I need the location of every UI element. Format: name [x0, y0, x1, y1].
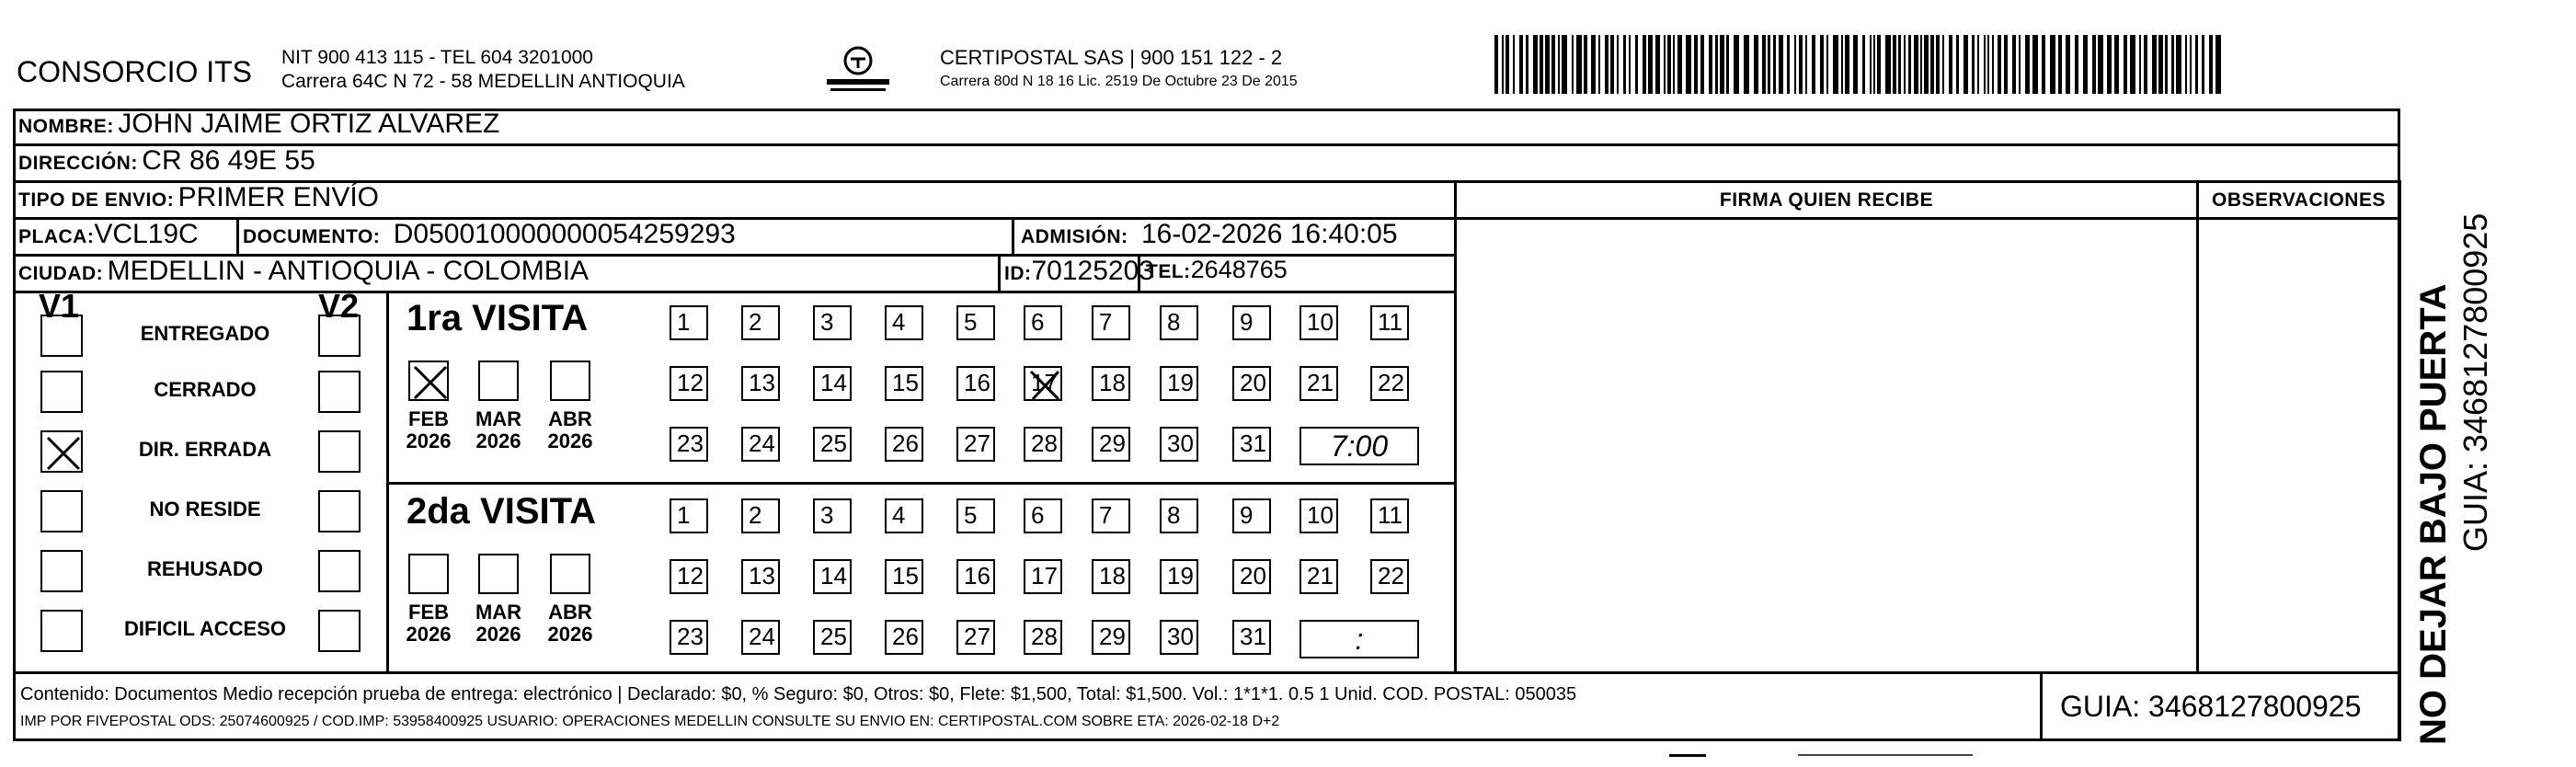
- placa-label: PLACA:: [18, 226, 95, 247]
- day-box[interactable]: 27: [956, 427, 995, 462]
- day-box[interactable]: 24: [741, 427, 780, 462]
- admision-label: ADMISIÓN:: [1021, 226, 1128, 247]
- certipostal-logo: [821, 42, 895, 96]
- day-box[interactable]: 15: [885, 366, 923, 401]
- month-label: MAR 2026: [475, 407, 522, 452]
- row-divider: [13, 143, 2400, 146]
- day-box[interactable]: 29: [1092, 427, 1130, 462]
- day-box[interactable]: 17: [1024, 366, 1062, 401]
- day-box[interactable]: 25: [813, 620, 852, 655]
- direccion-row: [18, 145, 315, 177]
- row-divider: [13, 291, 1457, 293]
- v2-checkbox[interactable]: [318, 371, 361, 413]
- nombre-value: JOHN JAIME ORTIZ ALVAREZ: [118, 109, 500, 139]
- day-box[interactable]: 24: [741, 620, 780, 655]
- tipo-label: TIPO DE ENVIO:: [18, 189, 175, 211]
- col-divider: [2399, 180, 2401, 741]
- month-checkbox[interactable]: [478, 361, 519, 401]
- day-box[interactable]: 4: [885, 305, 923, 340]
- id-label: ID:: [1004, 263, 1032, 284]
- v1-label: V1: [39, 287, 80, 325]
- carrier-address: Carrera 80d N 18 16 Lic. 2519 De Octubre 23 De 2015: [940, 74, 1298, 89]
- v2-checkbox[interactable]: [318, 610, 361, 652]
- day-box[interactable]: 30: [1160, 620, 1198, 655]
- col-divider: [2196, 180, 2199, 673]
- day-box[interactable]: 26: [885, 427, 923, 462]
- day-box[interactable]: 13: [741, 559, 780, 594]
- day-box[interactable]: 23: [670, 427, 708, 462]
- day-box[interactable]: 2: [741, 305, 780, 340]
- day-box[interactable]: 16: [956, 366, 995, 401]
- col-divider: [1012, 217, 1014, 256]
- documento-label: DOCUMENTO:: [243, 226, 381, 247]
- footer-contenido: Contenido: Documentos Medio recepción prueba de entrega: electrónico | Declarado: $0, % Seguro: $0, Otros: $0, Flete: $1,500, Total: $1,500. Vol.: 1*1*1. 0.5 1 Unid. COD. POSTAL: 050035: [20, 684, 1577, 704]
- day-box[interactable]: 22: [1370, 559, 1409, 594]
- day-box[interactable]: 20: [1232, 366, 1271, 401]
- month-checkbox[interactable]: [550, 361, 590, 401]
- direccion-value: CR 86 49E 55: [142, 145, 315, 176]
- col-divider: [1454, 180, 1457, 673]
- v1-checkbox[interactable]: [40, 371, 83, 413]
- firma-header-label: FIRMA QUIEN RECIBE: [1719, 189, 1934, 211]
- direccion-label: DIRECCIÓN:: [18, 153, 138, 174]
- day-box[interactable]: 5: [956, 305, 995, 340]
- day-box[interactable]: 6: [1024, 498, 1062, 533]
- footer-guia: GUIA: 3468127800925: [2060, 690, 2362, 723]
- v2-checkbox[interactable]: [318, 315, 361, 357]
- day-box[interactable]: 11: [1370, 305, 1409, 340]
- footer-imp: IMP POR FIVEPOSTAL ODS: 25074600925 / COD.IMP: 53958400925 USUARIO: OPERACIONES MEDELLIN CONSULTE SU ENVIO EN: CERTIPOSTAL.COM SOBRE ETA: 2026-02-18 D+2: [20, 714, 1280, 729]
- day-box[interactable]: 1: [670, 498, 708, 533]
- day-box[interactable]: 28: [1024, 620, 1062, 655]
- day-box[interactable]: 30: [1160, 427, 1198, 462]
- admision-field: [1021, 219, 1398, 250]
- day-box[interactable]: 29: [1092, 620, 1130, 655]
- day-box[interactable]: 9: [1232, 498, 1271, 533]
- v1-checkbox[interactable]: [40, 430, 83, 473]
- month-checkbox[interactable]: [550, 554, 590, 594]
- day-box[interactable]: 12: [670, 366, 708, 401]
- day-box[interactable]: 31: [1232, 620, 1271, 655]
- id-value: 70125203: [1031, 256, 1154, 286]
- v1-checkbox[interactable]: [40, 315, 83, 357]
- status-label: ENTREGADO: [140, 322, 270, 345]
- day-box[interactable]: 22: [1370, 366, 1409, 401]
- observaciones-header: [2199, 189, 2399, 212]
- side-warning: NO DEJAR BAJO PUERTA: [2413, 283, 2454, 745]
- firma-header: [1457, 189, 2196, 212]
- observaciones-header-label: OBSERVACIONES: [2212, 189, 2386, 211]
- day-box[interactable]: 1: [670, 305, 708, 340]
- v2-checkbox[interactable]: [318, 550, 361, 592]
- day-box[interactable]: 6: [1024, 305, 1062, 340]
- day-box[interactable]: 14: [813, 559, 852, 594]
- side-guia: GUIA: 3468127800925: [2456, 212, 2494, 552]
- placa-value: VCL19C: [94, 219, 199, 249]
- visit-title: 1ra VISITA: [406, 298, 589, 338]
- month-checkbox[interactable]: [408, 361, 449, 401]
- nombre-row: [18, 109, 499, 140]
- visit-title: 2da VISITA: [406, 491, 596, 532]
- day-box[interactable]: 4: [885, 498, 923, 533]
- day-box[interactable]: 17: [1024, 559, 1062, 594]
- time-box[interactable]: 7:00: [1299, 427, 1419, 465]
- admision-value: 16-02-2026 16:40:05: [1140, 219, 1398, 249]
- day-box[interactable]: 5: [956, 498, 995, 533]
- col-divider: [236, 217, 239, 256]
- day-box[interactable]: 19: [1160, 559, 1198, 594]
- day-box[interactable]: 2: [741, 498, 780, 533]
- status-label: DIFICIL ACCESO: [123, 617, 286, 640]
- day-box[interactable]: 18: [1092, 559, 1130, 594]
- visit-divider: [386, 482, 1456, 485]
- tipo-value: PRIMER ENVÍO: [177, 182, 380, 212]
- day-box[interactable]: 10: [1299, 498, 1338, 533]
- day-box[interactable]: 7: [1092, 498, 1130, 533]
- time-box[interactable]: :: [1299, 620, 1419, 658]
- status-label: REHUSADO: [147, 557, 263, 580]
- v2-label: V2: [318, 287, 360, 325]
- status-label: CERRADO: [154, 378, 257, 401]
- barcode-bars: [1494, 35, 2226, 94]
- v1-checkbox[interactable]: [40, 610, 83, 652]
- day-box[interactable]: 11: [1370, 498, 1409, 533]
- day-box[interactable]: 20: [1232, 559, 1271, 594]
- ciudad-label: CIUDAD:: [18, 263, 104, 284]
- day-box[interactable]: 3: [813, 498, 852, 533]
- documento-field: [243, 219, 736, 250]
- day-box[interactable]: 26: [885, 620, 923, 655]
- tipo-row: [18, 182, 379, 213]
- scan-artifact: [1798, 754, 1973, 756]
- company-name: CONSORCIO ITS: [17, 55, 253, 88]
- scan-artifact: [1669, 754, 1706, 757]
- day-box[interactable]: 8: [1160, 498, 1198, 533]
- documento-value: D050010000000054259293: [393, 219, 736, 249]
- barcode: [1494, 35, 2226, 94]
- status-label: NO RESIDE: [149, 498, 261, 521]
- month-label: MAR 2026: [475, 601, 522, 646]
- day-box[interactable]: 10: [1299, 305, 1338, 340]
- tel-value: 2648765: [1190, 256, 1288, 283]
- v1-checkbox[interactable]: [40, 490, 83, 532]
- ciudad-value: MEDELLIN - ANTIOQUIA - COLOMBIA: [107, 256, 590, 286]
- day-box[interactable]: 31: [1232, 427, 1271, 462]
- tel-field: [1146, 256, 1288, 284]
- month-label: FEB 2026: [406, 407, 452, 452]
- v1-checkbox[interactable]: [40, 550, 83, 592]
- company-address: Carrera 64C N 72 - 58 MEDELLIN ANTIOQUIA: [281, 71, 685, 92]
- month-label: FEB 2026: [406, 601, 452, 646]
- month-checkbox[interactable]: [408, 554, 449, 594]
- day-box[interactable]: 3: [813, 305, 852, 340]
- carrier-name: CERTIPOSTAL SAS | 900 151 122 - 2: [940, 46, 1283, 69]
- ciudad-row: [18, 256, 589, 287]
- day-box[interactable]: 23: [670, 620, 708, 655]
- day-box[interactable]: 25: [813, 427, 852, 462]
- day-box[interactable]: 21: [1299, 559, 1338, 594]
- day-box[interactable]: 21: [1299, 366, 1338, 401]
- placa-row: [18, 219, 199, 250]
- day-box[interactable]: 16: [956, 559, 995, 594]
- day-box[interactable]: 19: [1160, 366, 1198, 401]
- tel-label: TEL:: [1146, 261, 1191, 282]
- day-box[interactable]: 7: [1092, 305, 1130, 340]
- month-label: ABR 2026: [547, 601, 593, 646]
- month-label: ABR 2026: [547, 407, 593, 452]
- col-divider: [998, 254, 1001, 292]
- v2-checkbox[interactable]: [318, 430, 361, 473]
- day-box[interactable]: 14: [813, 366, 852, 401]
- day-box[interactable]: 15: [885, 559, 923, 594]
- day-box[interactable]: 27: [956, 620, 995, 655]
- day-box[interactable]: 8: [1160, 305, 1198, 340]
- day-box[interactable]: 12: [670, 559, 708, 594]
- id-field: [1004, 256, 1154, 287]
- v2-checkbox[interactable]: [318, 490, 361, 532]
- status-label: DIR. ERRADA: [138, 438, 272, 461]
- nombre-label: NOMBRE:: [18, 116, 114, 137]
- day-box[interactable]: 18: [1092, 366, 1130, 401]
- col-divider: [2040, 671, 2043, 741]
- day-box[interactable]: 28: [1024, 427, 1062, 462]
- company-nit: NIT 900 413 115 - TEL 604 3201000: [281, 47, 593, 68]
- day-box[interactable]: 13: [741, 366, 780, 401]
- day-box[interactable]: 9: [1232, 305, 1271, 340]
- month-checkbox[interactable]: [478, 554, 519, 594]
